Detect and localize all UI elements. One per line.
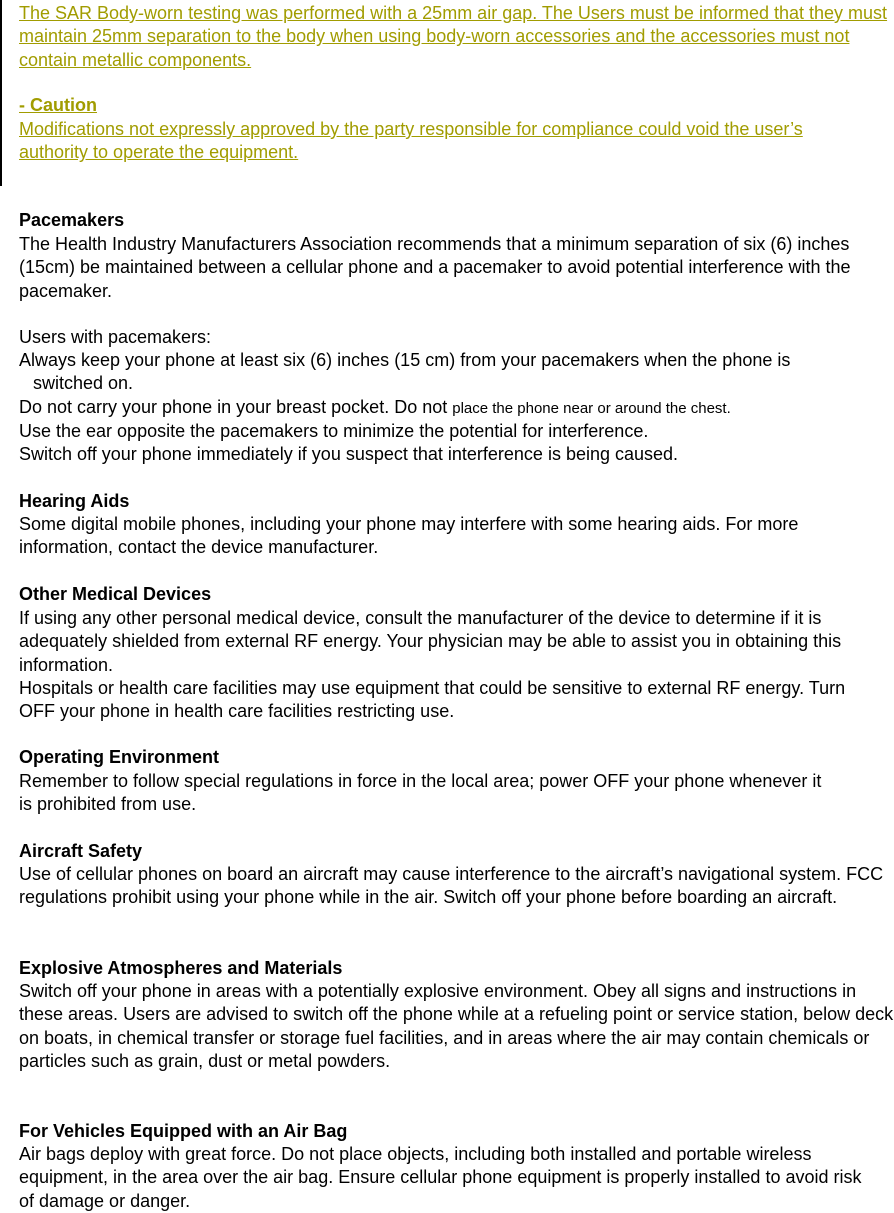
other-medical-para-2: Hospitals or health care facilities may use equipment that could be sensitive to external RF energy. Turn OFF your phone in health care facilities restricting use. [19, 678, 846, 722]
pacemakers-item-3: Use the ear opposite the pacemakers to minimize the potential for interference. [19, 421, 649, 441]
caution-text: Modifications not expressly approved by the party responsible for compliance could void the user’s authority to operate the equipment. [19, 119, 803, 163]
caution-heading: - Caution [19, 95, 97, 115]
revision-bar [0, 0, 2, 186]
airbag-heading: For Vehicles Equipped with an Air Bag [19, 1121, 348, 1141]
pacemakers-users-label: Users with pacemakers: [19, 327, 212, 347]
pacemakers-intro: The Health Industry Manufacturers Association recommends that a minimum separation of six (6) inches (15cm) be maintained between a cellular phone and a pacemaker to avoid potential interference with the pacemaker. [19, 234, 851, 301]
aircraft-heading: Aircraft Safety [19, 841, 143, 861]
pacemakers-item-2-main: Do not carry your phone in your breast pocket. Do not [19, 397, 453, 417]
pacemakers-heading: Pacemakers [19, 210, 125, 230]
explosive-heading: Explosive Atmospheres and Materials [19, 958, 343, 978]
hearing-aids-text: Some digital mobile phones, including your phone may interfere with some hearing aids. For more information, contact the device manufacturer. [19, 514, 799, 558]
pacemakers-item-2-small: place the phone near or around the chest. [452, 400, 731, 417]
explosive-text: Switch off your phone in areas with a potentially explosive environment. Obey all signs and instructions in these areas. Users are advised to switch off the phone while at a refueling point or service station, below deck on boats, in chemical transfer or storage fuel facilities, and in areas where the air may contain chemicals or particles such as grain, dust or metal powders. [19, 981, 894, 1072]
airbag-text: Air bags deploy with great force. Do not place objects, including both installed and portable wireless equipment, in the area over the air bag. Ensure cellular phone equipment is properly installed to avoid risk of damage or danger. [19, 1144, 862, 1211]
other-medical-para-1: If using any other personal medical device, consult the manufacturer of the device to determine if it is adequately shielded from external RF energy. Your physician may be able to assist you in obtaining this information. [19, 608, 842, 675]
other-medical-heading: Other Medical Devices [19, 584, 212, 604]
operating-environment-heading: Operating Environment [19, 747, 220, 767]
aircraft-text: Use of cellular phones on board an aircraft may cause interference to the aircraft’s navigational system. FCC regulations prohibit using your phone while in the air. Switch off your phone before boarding an aircraft. [19, 864, 884, 908]
sar-note: The SAR Body-worn testing was performed with a 25mm air gap. The Users must be informed that they must maintain 25mm separation to the body when using body-worn accessories and the accessories must not contain metallic components. [19, 3, 888, 70]
pacemakers-item-4: Switch off your phone immediately if you suspect that interference is being caused. [19, 444, 679, 464]
operating-environment-text: Remember to follow special regulations in force in the local area; power OFF your phone whenever it is prohibited from use. [19, 771, 822, 815]
pacemakers-item-2 [19, 396, 894, 420]
pacemakers-item-1-cont: switched on. [33, 373, 134, 393]
pacemakers-item-1: Always keep your phone at least six (6) inches (15 cm) from your pacemakers when the phone is [19, 350, 791, 370]
hearing-aids-heading: Hearing Aids [19, 491, 130, 511]
